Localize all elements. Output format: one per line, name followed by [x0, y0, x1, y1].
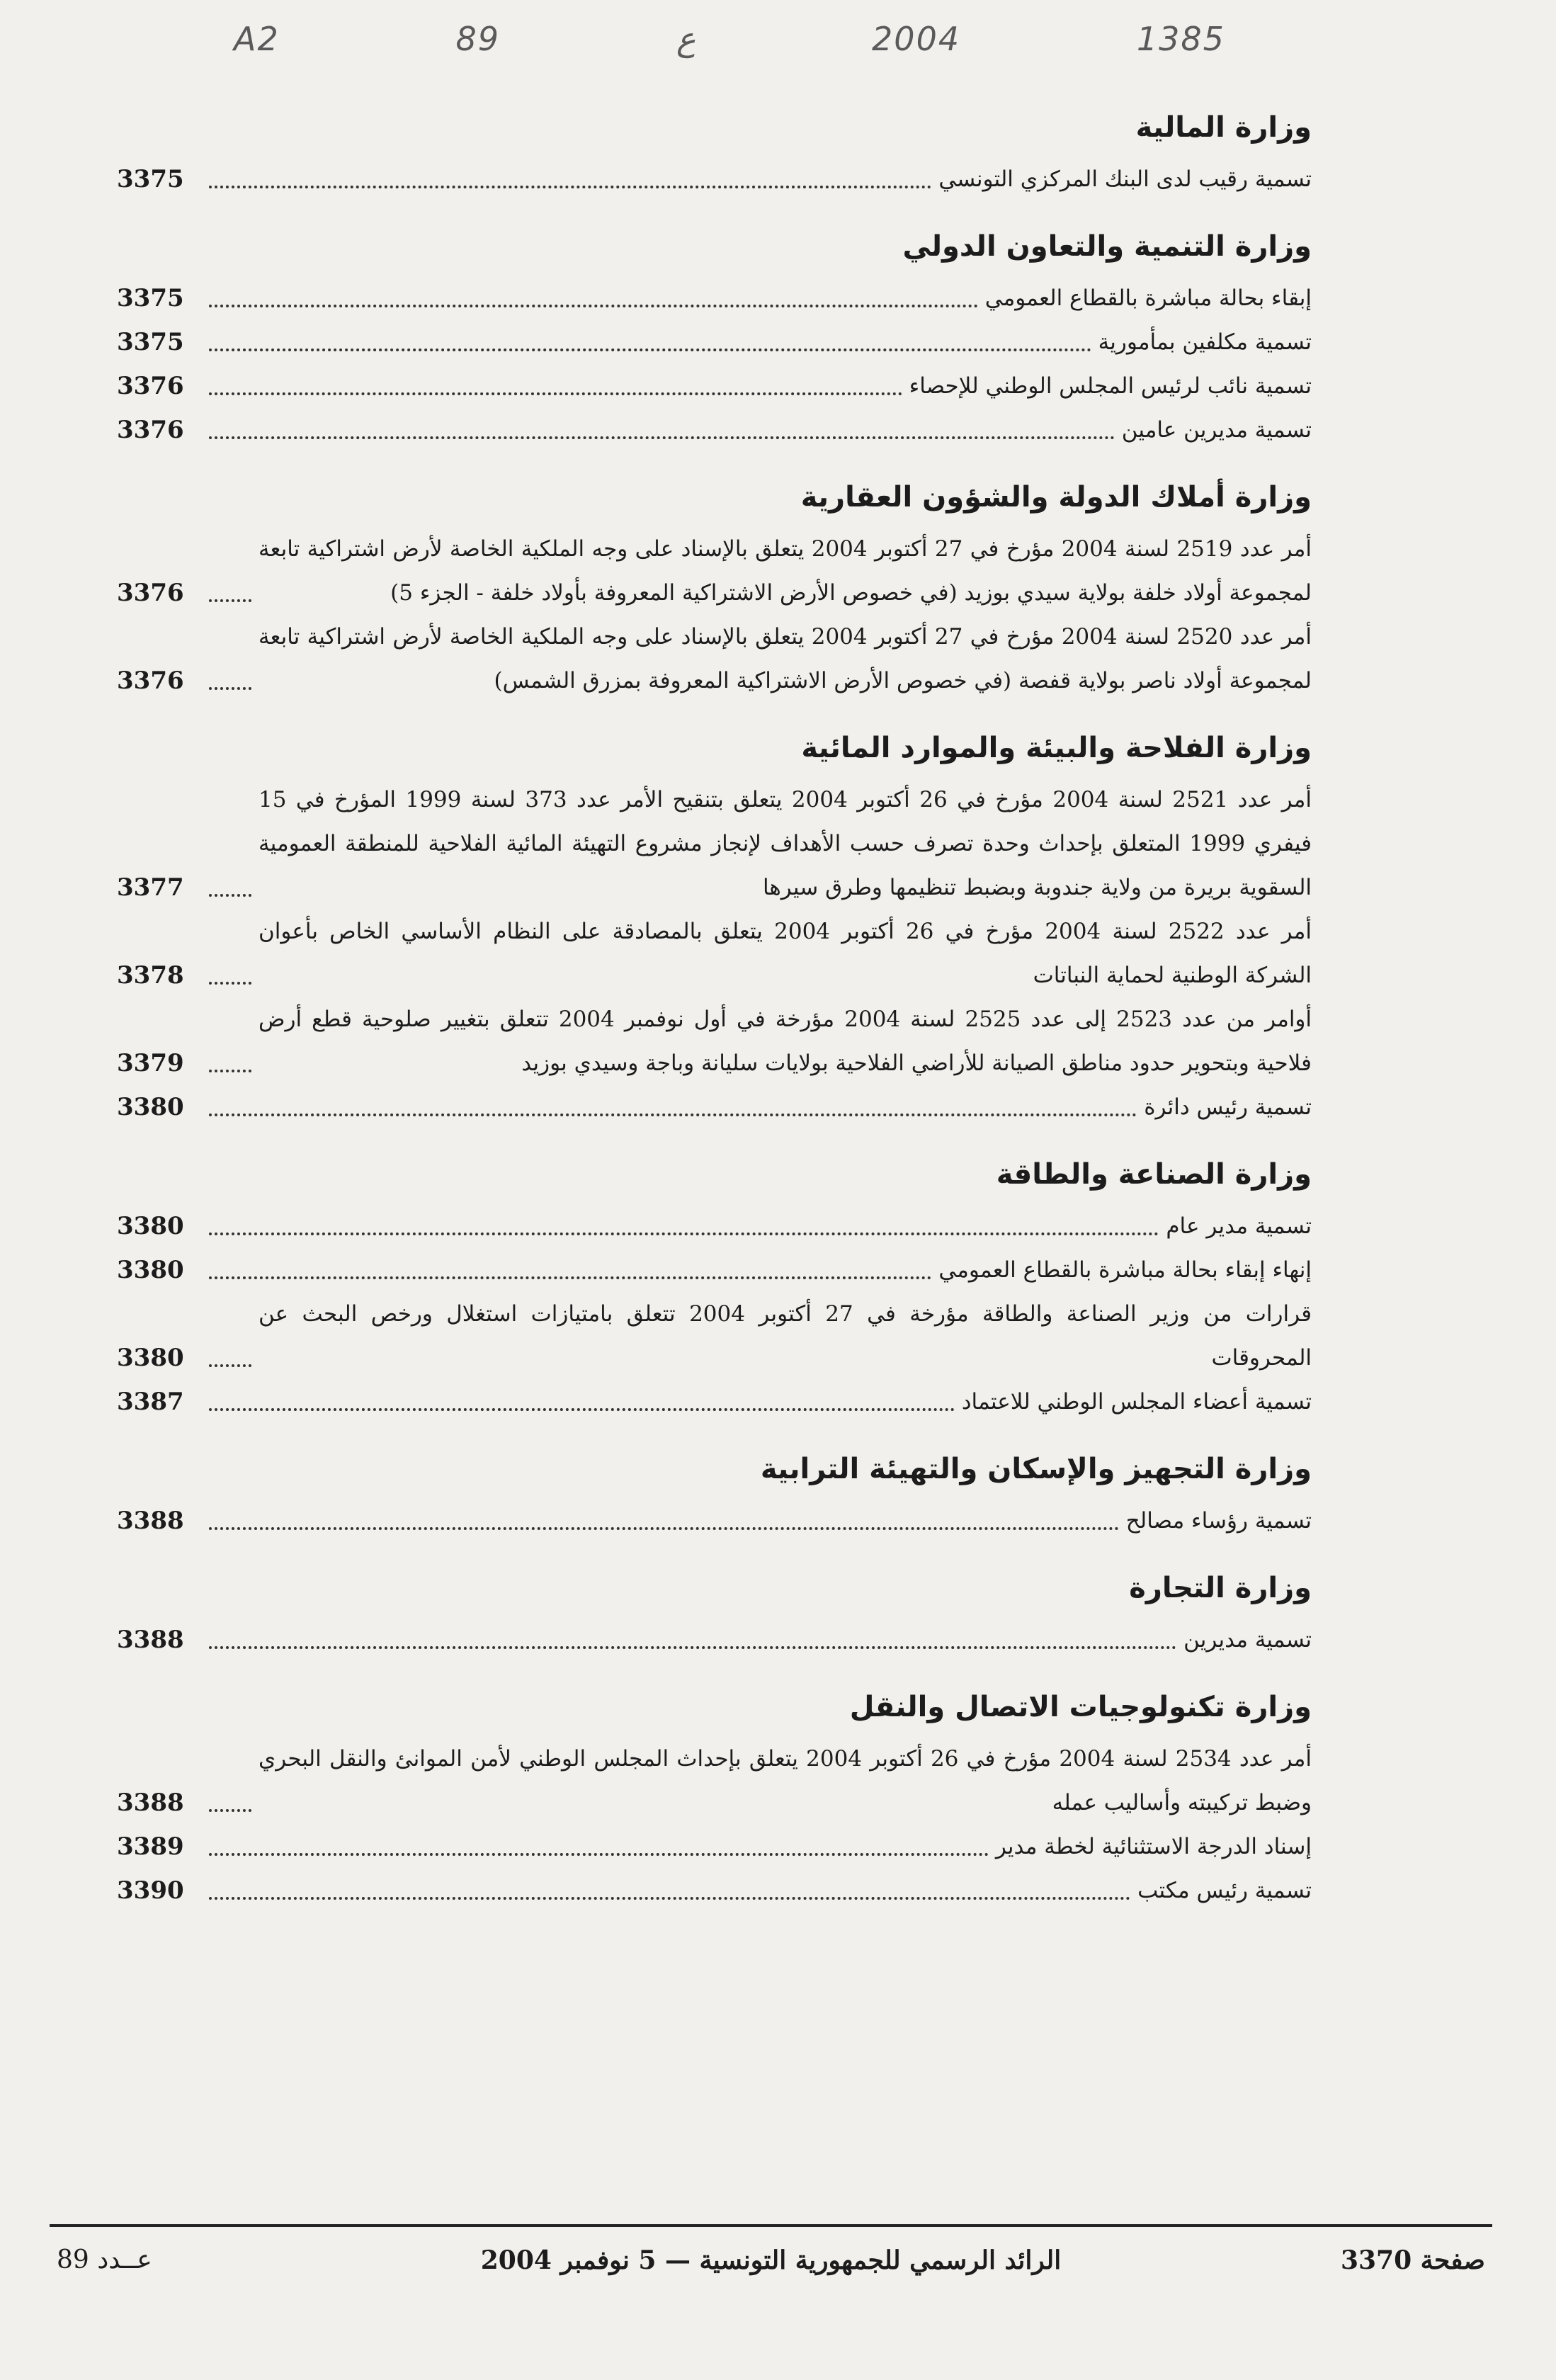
margin-note: 89 — [455, 20, 501, 58]
dot-leader — [209, 1364, 251, 1367]
toc-entry[interactable] — [117, 364, 1312, 408]
ministry-title: وزارة الصناعة والطاقة — [996, 1158, 1312, 1191]
margin-note: 1385 — [1136, 20, 1225, 58]
entry-page-number: 3380 — [117, 1344, 184, 1372]
entry-page-number: 3377 — [117, 873, 184, 902]
entry-page-number: 3379 — [117, 1049, 184, 1077]
toc-entry[interactable] — [117, 1869, 1312, 1912]
entry-page-number: 3388 — [117, 1626, 184, 1654]
dot-leader — [209, 1408, 955, 1411]
toc-entry[interactable] — [117, 1248, 1312, 1292]
margin-note: 2004 — [872, 20, 961, 58]
gazette-title: الرائد الرسمي للجمهورية التونسية — 5 نوفمبر 2004 — [480, 2245, 1062, 2275]
entry-text: تسمية رئيس مكتب — [1137, 1878, 1312, 1903]
ministry-section — [117, 225, 1312, 452]
ministry-section — [117, 1448, 1312, 1543]
dot-leader — [209, 1232, 1159, 1235]
ministry-title: وزارة الفلاحة والبيئة والموارد المائية — [801, 732, 1312, 764]
toc-entry[interactable] — [117, 1380, 1312, 1424]
entry-text: قرارات من وزير الصناعة والطاقة مؤرخة في 27 أكتوبر 2004 تتعلق بامتيازات استغلال ورخص البحث عن المحروقات — [259, 1301, 1312, 1371]
entry-text: تسمية رقيب لدى البنك المركزي التونسي — [938, 166, 1312, 192]
ministry-section — [117, 727, 1312, 1129]
toc-entry[interactable] — [117, 276, 1312, 320]
toc-entry[interactable] — [117, 1085, 1312, 1129]
dot-leader — [209, 186, 931, 188]
dot-leader — [209, 687, 251, 690]
dot-leader — [209, 1527, 1119, 1530]
entry-page-number: 3375 — [117, 328, 184, 356]
dot-leader — [209, 436, 1115, 439]
entry-page-number: 3376 — [117, 416, 184, 444]
toc-entry[interactable] — [117, 1737, 1312, 1825]
entry-text: أمر عدد 2520 لسنة 2004 مؤرخ في 27 أكتوبر 2004 يتعلق بالإسناد على وجه الملكية الخاصة لأرض اشتراكية تابعة لمجموعة أولاد ناصر بولاية قفصة (في خصوص الأرض الاشتراكية المعروفة بمزرق الشمس) — [259, 624, 1312, 693]
toc-entry[interactable] — [117, 778, 1312, 910]
dot-leader — [209, 1114, 1137, 1116]
dot-leader — [209, 1646, 1176, 1649]
ministry-section — [117, 476, 1312, 703]
entry-text: أمر عدد 2521 لسنة 2004 مؤرخ في 26 أكتوبر 2004 يتعلق بتنقيح الأمر عدد 373 لسنة 1999 المؤرخ في 15 فيفري 1999 المتعلق بإحداث وحدة تصرف حسب الأهداف لإنجاز مشروع التهيئة المائية الفلاحية للمنطقة العمومية السقوية بريرة من ولاية جندوبة وبضبط تنظيمها وطرق سيرها — [259, 787, 1312, 900]
ministry-title: وزارة المالية — [1135, 111, 1312, 144]
dot-leader — [209, 1897, 1130, 1900]
toc-entry[interactable] — [117, 408, 1312, 452]
entry-text: أمر عدد 2522 لسنة 2004 مؤرخ في 26 أكتوبر 2004 يتعلق بالمصادقة على النظام الأساسي الخاص بأعوان الشركة الوطنية لحماية النباتات — [259, 919, 1312, 988]
dot-leader — [209, 1853, 989, 1856]
toc-entry[interactable] — [117, 1292, 1312, 1380]
entry-text: تسمية مكلفين بمأمورية — [1098, 329, 1312, 355]
entry-page-number: 3375 — [117, 284, 184, 312]
ministry-section — [117, 106, 1312, 201]
dot-leader — [209, 305, 978, 307]
toc-entry[interactable] — [117, 1499, 1312, 1543]
table-of-contents — [117, 106, 1312, 1937]
entry-text: إبقاء بحالة مباشرة بالقطاع العمومي — [984, 285, 1312, 311]
dot-leader — [209, 392, 902, 395]
entry-page-number: 3376 — [117, 667, 184, 695]
entry-text: تسمية مدير عام — [1166, 1213, 1312, 1239]
toc-entry[interactable] — [117, 1618, 1312, 1662]
page-number: صفحة 3370 — [1340, 2245, 1485, 2275]
dot-leader — [209, 599, 251, 602]
entry-page-number: 3380 — [117, 1256, 184, 1284]
handwritten-annotations — [234, 20, 1225, 58]
entry-page-number: 3376 — [117, 579, 184, 607]
toc-entry[interactable] — [117, 1204, 1312, 1248]
ministry-title: وزارة تكنولوجيات الاتصال والنقل — [849, 1691, 1312, 1723]
ministry-title: وزارة التنمية والتعاون الدولي — [902, 230, 1312, 263]
ministry-title: وزارة التجهيز والإسكان والتهيئة الترابية — [760, 1453, 1312, 1485]
entry-page-number: 3390 — [117, 1876, 184, 1905]
toc-entry[interactable] — [117, 1825, 1312, 1869]
ministry-section — [117, 1686, 1312, 1912]
dot-leader — [209, 894, 251, 897]
dot-leader — [209, 1809, 251, 1812]
entry-page-number: 3380 — [117, 1093, 184, 1121]
entry-text: أوامر من عدد 2523 إلى عدد 2525 لسنة 2004 مؤرخة في أول نوفمبر 2004 تتعلق بتغيير صلوحية قطع أرض فلاحية وبتحوير حدود مناطق الصيانة للأراضي الفلاحية بولايات سليانة وباجة وسيدي بوزيد — [259, 1007, 1312, 1076]
entry-text: تسمية رؤساء مصالح — [1125, 1508, 1312, 1534]
page-footer — [57, 2245, 1485, 2295]
toc-entry[interactable] — [117, 320, 1312, 364]
ministry-section — [117, 1153, 1312, 1424]
entry-page-number: 3376 — [117, 372, 184, 400]
ministry-title: وزارة التجارة — [1129, 1572, 1312, 1604]
entry-page-number: 3387 — [117, 1388, 184, 1416]
ministry-title: وزارة أملاك الدولة والشؤون العقارية — [800, 481, 1312, 514]
entry-text: تسمية رئيس دائرة — [1144, 1094, 1312, 1120]
toc-entry[interactable] — [117, 527, 1312, 615]
entry-text: تسمية نائب لرئيس المجلس الوطني للإحصاء — [909, 373, 1312, 399]
entry-text: تسمية مديرين عامين — [1121, 417, 1312, 443]
entry-text: إسناد الدرجة الاستثنائية لخطة مدير — [995, 1834, 1312, 1859]
margin-note: ع — [676, 20, 696, 58]
dot-leader — [209, 1070, 251, 1072]
entry-page-number: 3389 — [117, 1832, 184, 1861]
toc-entry[interactable] — [117, 910, 1312, 997]
entry-page-number: 3375 — [117, 165, 184, 193]
margin-note: A2 — [234, 20, 280, 58]
entry-text: أمر عدد 2534 لسنة 2004 مؤرخ في 26 أكتوبر 2004 يتعلق بإحداث المجلس الوطني لأمن الموانئ والنقل البحري وضبط تركيبته وأساليب عمله — [259, 1746, 1312, 1815]
entry-text: إنهاء إبقاء بحالة مباشرة بالقطاع العمومي — [938, 1257, 1312, 1283]
footer-divider — [50, 2224, 1492, 2227]
issue-number: عــدد 89 — [57, 2245, 152, 2274]
entry-page-number: 3380 — [117, 1212, 184, 1240]
toc-entry[interactable] — [117, 157, 1312, 201]
entry-page-number: 3378 — [117, 961, 184, 990]
entry-text: تسمية مديرين — [1183, 1627, 1312, 1653]
entry-page-number: 3388 — [117, 1507, 184, 1535]
entry-text: أمر عدد 2519 لسنة 2004 مؤرخ في 27 أكتوبر 2004 يتعلق بالإسناد على وجه الملكية الخاصة لأرض اشتراكية تابعة لمجموعة أولاد خلفة بولاية سيدي بوزيد (في خصوص الأرض الاشتراكية المعروفة بأولاد خلفة - الجزء 5) — [259, 536, 1312, 606]
toc-entry[interactable] — [117, 615, 1312, 703]
dot-leader — [209, 348, 1091, 351]
entry-text: تسمية أعضاء المجلس الوطني للاعتماد — [961, 1389, 1312, 1415]
dot-leader — [209, 1276, 931, 1279]
dot-leader — [209, 982, 251, 985]
ministry-section — [117, 1567, 1312, 1662]
entry-page-number: 3388 — [117, 1789, 184, 1817]
toc-entry[interactable] — [117, 997, 1312, 1085]
